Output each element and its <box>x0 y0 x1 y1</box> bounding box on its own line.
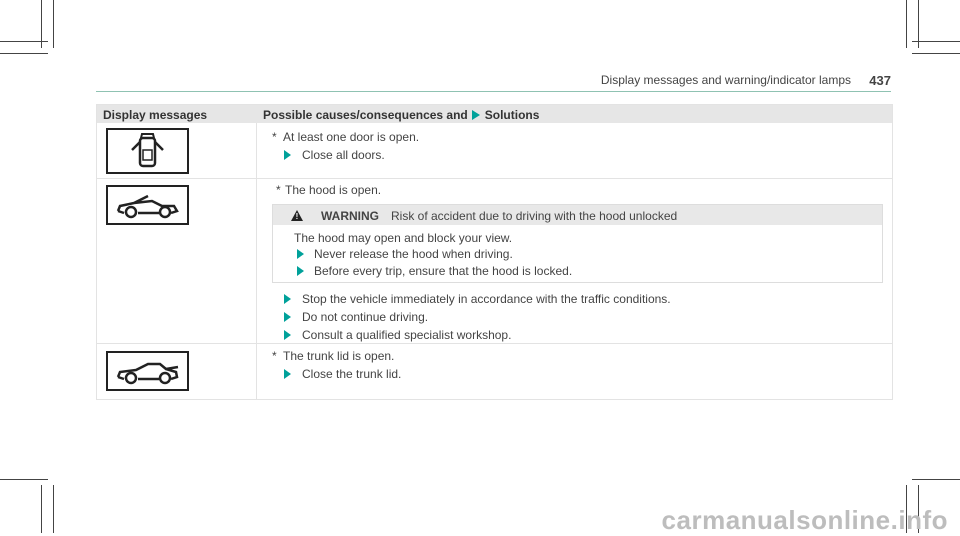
page-number: 437 <box>869 73 891 88</box>
table-header <box>97 105 892 123</box>
column-header-display-messages: Display messages <box>103 108 208 122</box>
row-divider <box>97 178 892 179</box>
solution-text: Stop the vehicle immediately in accordance with the traffic conditions. <box>302 292 671 306</box>
page-header <box>96 72 891 92</box>
row-bullet-star: * <box>276 183 281 197</box>
solution-text: Close the trunk lid. <box>302 367 402 381</box>
warning-exclamation-icon: ! <box>295 212 299 221</box>
crop-mark <box>41 485 42 533</box>
solution-text: Close all doors. <box>302 148 385 162</box>
trunk-open-icon <box>106 351 189 391</box>
action-arrow-icon <box>297 266 304 276</box>
warning-body: The hood may open and block your view. <box>294 231 513 245</box>
column-header-causes-text: Possible causes/consequences and <box>263 108 468 122</box>
row-bullet-star: * <box>272 130 277 144</box>
action-arrow-icon <box>284 369 291 379</box>
solution-text: Do not continue driving. <box>302 310 429 324</box>
crop-mark <box>0 41 48 42</box>
crop-mark <box>0 53 48 54</box>
row-bullet-star: * <box>272 349 277 363</box>
warning-label: WARNING <box>321 209 379 223</box>
crop-mark <box>53 485 54 533</box>
solution-text: Consult a qualified specialist workshop. <box>302 328 512 342</box>
action-arrow-icon <box>297 249 304 259</box>
column-header-solutions-text: Solutions <box>484 108 540 122</box>
display-messages-table <box>96 104 893 400</box>
row-divider <box>97 343 892 344</box>
crop-mark <box>906 0 907 48</box>
cause-text: The trunk lid is open. <box>283 349 395 363</box>
warning-item: Before every trip, ensure that the hood is locked. <box>314 264 573 278</box>
cause-text: At least one door is open. <box>283 130 420 144</box>
cause-text: The hood is open. <box>285 183 382 197</box>
header-title: Display messages and warning/indicator lamps <box>600 73 851 87</box>
crop-mark <box>912 53 960 54</box>
crop-mark <box>0 479 48 480</box>
door-open-icon <box>106 128 189 174</box>
column-header-causes <box>263 108 539 122</box>
hood-open-icon <box>106 185 189 225</box>
play-arrow-icon <box>472 110 480 120</box>
column-divider <box>256 123 257 399</box>
action-arrow-icon <box>284 330 291 340</box>
watermark: carmanualsonline.info <box>661 505 948 535</box>
warning-title: Risk of accident due to driving with the hood unlocked <box>391 209 678 223</box>
crop-mark <box>912 41 960 42</box>
action-arrow-icon <box>284 150 291 160</box>
action-arrow-icon <box>284 294 291 304</box>
crop-mark <box>912 479 960 480</box>
warning-box <box>272 204 883 283</box>
warning-header <box>273 205 882 225</box>
warning-item: Never release the hood when driving. <box>314 247 513 261</box>
action-arrow-icon <box>284 312 291 322</box>
crop-mark <box>53 0 54 48</box>
